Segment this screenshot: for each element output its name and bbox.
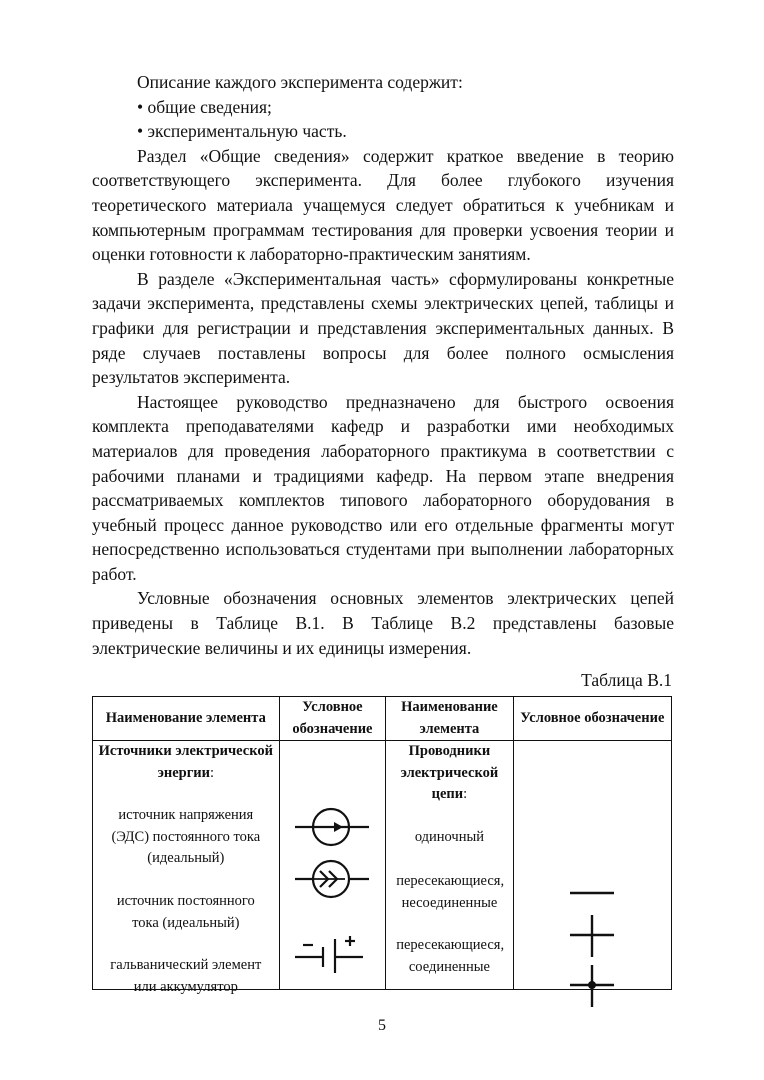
table-caption: Таблица В.1 <box>581 670 672 690</box>
table-row <box>93 741 672 990</box>
crossing-unconnected-icon <box>562 911 622 961</box>
paragraph-experimental-part: В разделе «Экспериментальная часть» сформулированы конкретные задачи эксперимента, представлены схемы электрических цепей, таблицы и графики для регистрации и представления экспериментальных данных. В ряде случаев поставлены вопросы для более полного осмысления результатов эксперимента. <box>92 268 674 388</box>
paragraph-general-info: Раздел «Общие сведения» содержит краткое введение в теорию соответствующего эксперимента. Для более глубокого изучения теоретического материала учащемуся следует обратиться к учебникам и компьютерным программам тестирования для проверки усвоения теории и оценки готовности к лабораторно-практическим занятиям. <box>92 145 674 265</box>
right-names-cell: Проводники электрической цепи: одиночный пересекающиеся, несоединенные пересекающиеся, соединенные <box>386 741 513 990</box>
battery-icon <box>291 931 373 975</box>
header-element-name-2: Наименование элемента <box>386 697 513 741</box>
intro-line: Описание каждого эксперимента содержит: <box>137 72 463 92</box>
bullet-general-info: • общие сведения; <box>137 96 272 117</box>
voltage-source-label: источник напряжения (ЭДС) постоянного тока (идеальный) <box>111 807 261 867</box>
header-symbol-1: Условное обозначение <box>279 697 386 741</box>
page-number: 5 <box>378 1017 386 1034</box>
voltage-source-icon <box>291 805 373 849</box>
bullet-experimental-part: • экспериментальную часть. <box>137 121 347 142</box>
body-text <box>92 70 674 660</box>
left-symbols-cell <box>279 741 386 990</box>
crossing-unconnected-label: пересекающиеся, несоединенные <box>396 873 505 911</box>
crossing-connected-icon <box>562 963 622 1009</box>
paragraph-symbols-reference: Условные обозначения основных элементов электрических цепей приведены в Таблице В.1. В Таблице В.2 представлены базовые электрические величины и их единицы измерения. <box>92 588 674 658</box>
header-symbol-2: Условное обозначение <box>513 697 671 741</box>
crossing-connected-label: пересекающиеся, соединенные <box>396 937 505 975</box>
right-symbols-cell <box>513 741 671 990</box>
single-wire-label: одиночный <box>414 829 484 846</box>
battery-label: гальванический элемент или аккумулятор <box>110 957 262 995</box>
right-group-title: Проводники электрической цепи <box>400 743 499 803</box>
left-names-cell: Источники электрической энергии: источник напряжения (ЭДС) постоянного тока (идеальный) источник постоянного тока (идеальный) гальванический элемент или аккумулятор <box>93 741 280 990</box>
left-group-title: Источники электрической энергии <box>98 743 273 781</box>
header-element-name-1: Наименование элемента <box>93 697 280 741</box>
current-source-icon <box>291 857 373 901</box>
current-source-label: источник постоянного тока (идеальный) <box>116 893 255 931</box>
single-wire-icon <box>562 884 622 904</box>
table-header-row <box>93 697 672 741</box>
paragraph-guide-purpose: Настоящее руководство предназначено для быстрого освоения комплекта преподавателями кафедр и разработки ими необходимых материалов для проведения лабораторного практикума в соответствии с рабочими планами и традициями кафедр. На первом этапе внедрения рассматриваемых комплектов типового лабораторного оборудования в учебный процесс данное руководство или его отдельные фрагменты могут непосредственно использоваться студентами при выполнении лабораторных работ. <box>92 391 674 584</box>
symbols-table <box>92 696 672 995</box>
